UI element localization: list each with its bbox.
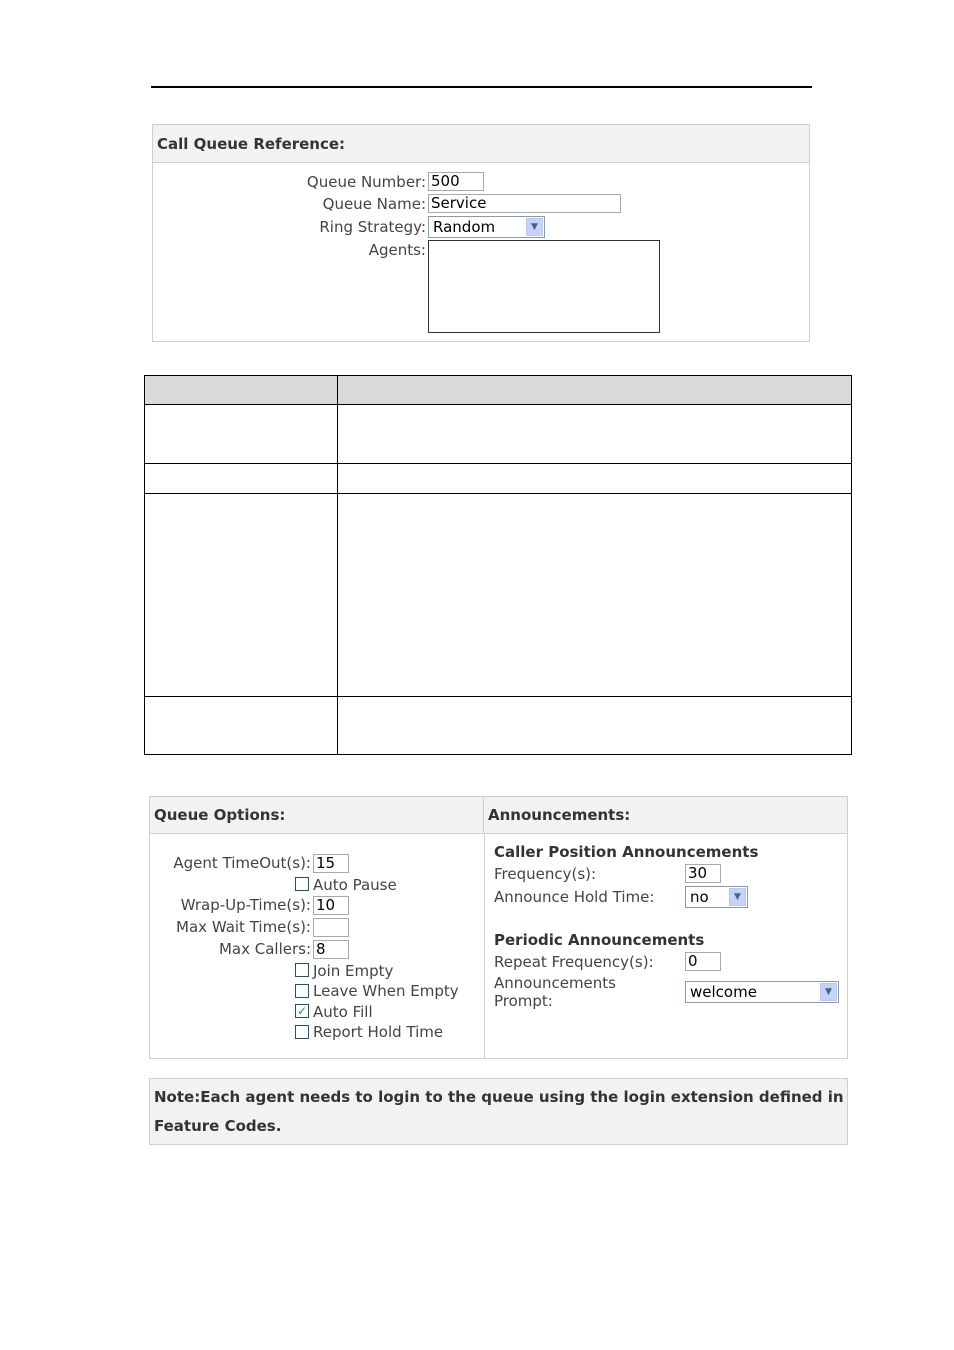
table-column-divider	[337, 376, 338, 754]
table-row-divider	[145, 463, 851, 464]
join-empty-checkbox[interactable]	[295, 963, 309, 977]
leave-when-empty-checkbox[interactable]	[295, 984, 309, 998]
prompt-select[interactable]	[685, 981, 839, 1003]
repeat-frequency-input[interactable]: 0	[685, 952, 721, 971]
queue-options-title: Queue Options:	[154, 806, 286, 824]
prompt-value: welcome	[690, 983, 757, 1001]
announcements-header	[484, 797, 847, 834]
auto-pause-label: Auto Pause	[313, 876, 397, 894]
max-wait-input[interactable]	[313, 918, 349, 937]
queue-options-header	[150, 797, 484, 834]
agents-listbox[interactable]	[428, 240, 660, 333]
wrap-up-label: Wrap-Up-Time(s):	[180, 896, 311, 914]
table-header-row	[145, 376, 851, 405]
auto-fill-checkbox[interactable]: ✓	[296, 1004, 308, 1018]
options-panel	[149, 796, 848, 1059]
prompt-label-line2: Prompt:	[494, 992, 553, 1010]
ring-strategy-label: Ring Strategy:	[319, 218, 426, 236]
queue-name-input[interactable]: Service	[428, 194, 621, 213]
report-hold-time-checkbox[interactable]	[295, 1025, 309, 1039]
auto-fill-label: Auto Fill	[313, 1003, 373, 1021]
reference-table	[144, 375, 852, 755]
queue-number-label: Queue Number:	[306, 173, 426, 191]
queue-name-label: Queue Name:	[322, 195, 426, 213]
announce-hold-select[interactable]	[685, 886, 748, 908]
chevron-down-icon[interactable]: ▼	[729, 888, 746, 906]
top-rule	[151, 86, 812, 88]
frequency-label: Frequency(s):	[494, 865, 597, 883]
repeat-frequency-label: Repeat Frequency(s):	[494, 953, 654, 971]
prompt-label-line1: Announcements	[494, 974, 616, 992]
agent-timeout-label: Agent TimeOut(s):	[173, 854, 311, 872]
call-queue-title: Call Queue Reference:	[157, 135, 346, 153]
options-column-divider	[484, 834, 485, 1058]
announce-hold-label: Announce Hold Time:	[494, 888, 655, 906]
leave-when-empty-label: Leave When Empty	[313, 982, 459, 1000]
note-panel	[149, 1078, 848, 1145]
table-row-divider	[145, 696, 851, 697]
ring-strategy-value: Random	[433, 218, 496, 236]
announce-hold-value: no	[690, 888, 709, 906]
max-wait-label: Max Wait Time(s):	[176, 918, 311, 936]
frequency-input[interactable]: 30	[685, 864, 721, 883]
chevron-down-icon[interactable]: ▼	[820, 983, 837, 1001]
join-empty-label: Join Empty	[313, 962, 394, 980]
note-line1: Note:Each agent needs to login to the queue using the login extension defined in	[154, 1088, 844, 1106]
periodic-heading: Periodic Announcements	[494, 931, 705, 949]
announcements-title: Announcements:	[488, 806, 631, 824]
ring-strategy-select[interactable]	[428, 216, 545, 238]
agents-label: Agents:	[368, 241, 426, 259]
table-row-divider	[145, 493, 851, 494]
caller-position-heading: Caller Position Announcements	[494, 843, 759, 861]
call-queue-panel	[152, 124, 810, 342]
auto-pause-checkbox[interactable]	[295, 877, 309, 891]
note-line2: Feature Codes.	[154, 1117, 282, 1135]
call-queue-header	[153, 125, 809, 163]
max-callers-label: Max Callers:	[218, 940, 311, 958]
report-hold-time-label: Report Hold Time	[313, 1023, 444, 1041]
chevron-down-icon[interactable]: ▼	[526, 218, 543, 236]
agent-timeout-input[interactable]: 15	[313, 854, 349, 873]
queue-number-input[interactable]: 500	[428, 172, 484, 191]
max-callers-input[interactable]: 8	[313, 940, 349, 959]
wrap-up-input[interactable]: 10	[313, 896, 349, 915]
